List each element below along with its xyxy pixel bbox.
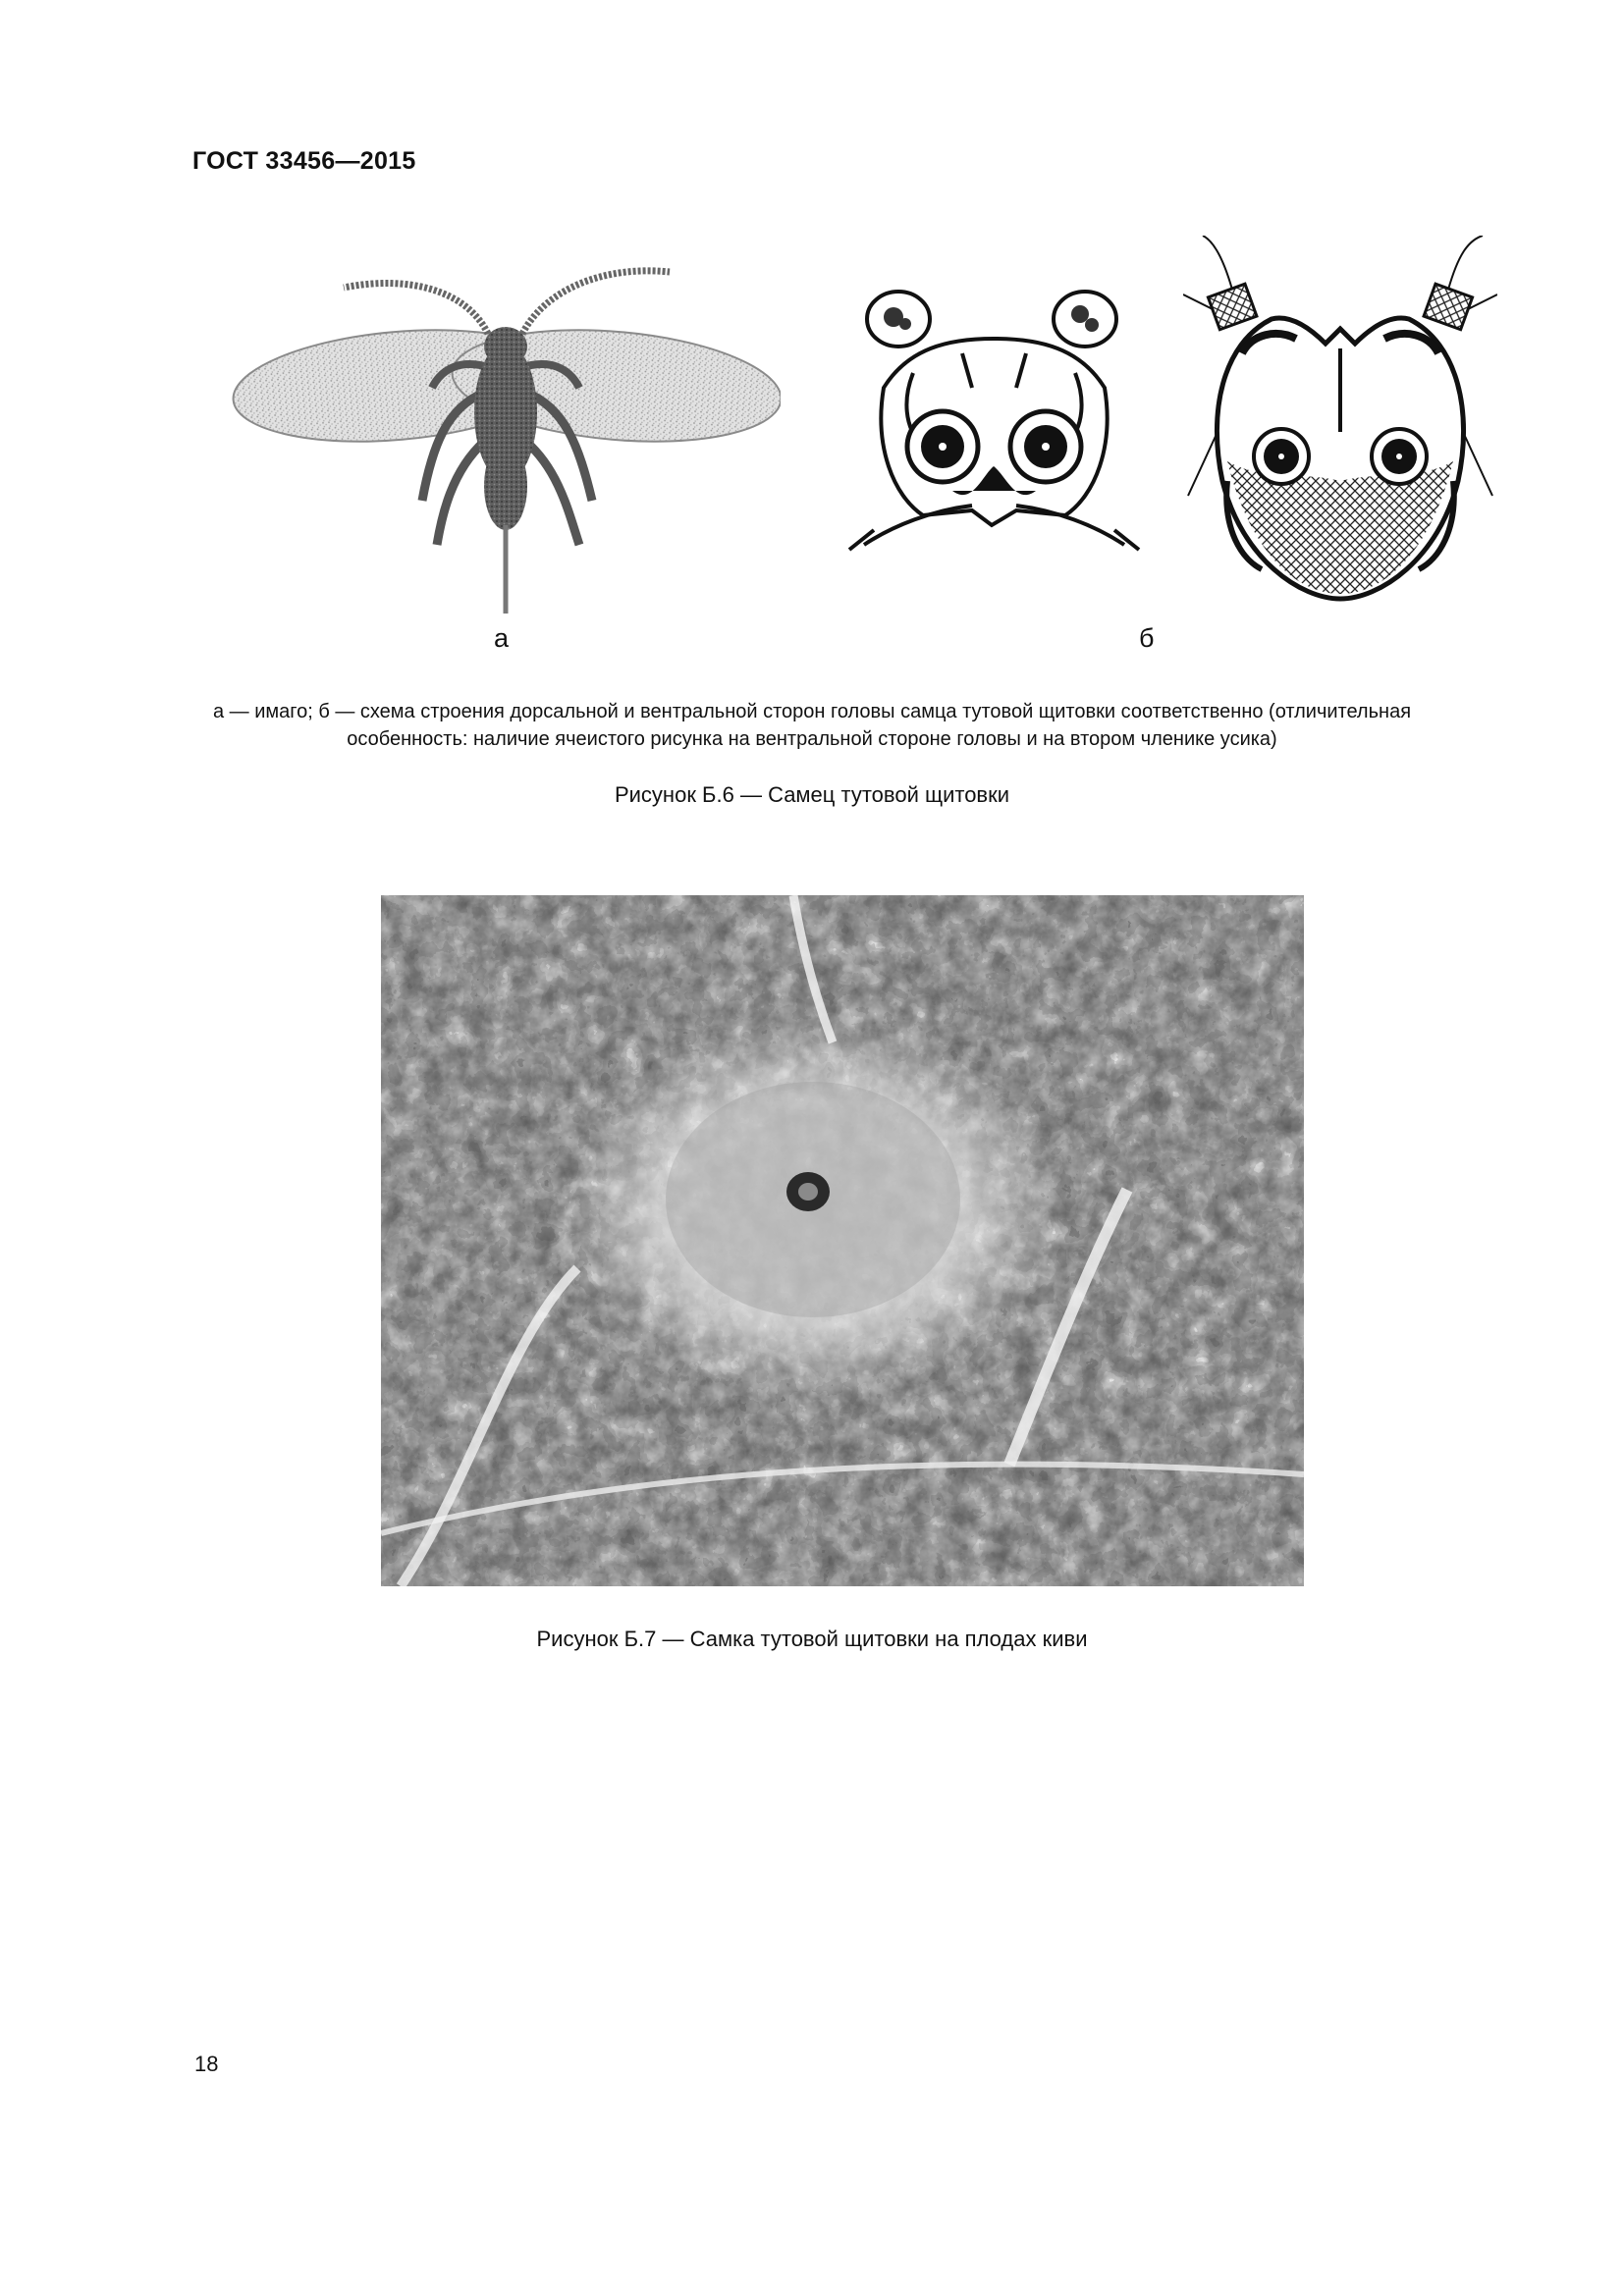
figure-b7-caption: Рисунок Б.7 — Самка тутовой щитовки на плодах киви [536,1627,1088,1651]
figure-label-b: б [1139,623,1155,653]
page-number: 18 [194,2052,219,2076]
document-header: ГОСТ 33456—2015 [192,147,416,175]
female-scale-on-kiwi-photo [381,895,1304,1586]
insect-imago-illustration [231,221,781,614]
figure-b6-note: а — имаго; б — схема строения дорсальной и вентральной сторон головы самца тутовой щитовки соответственно (отличительная особенность: наличие ячеистого рисунка на вентральной стороне головы и на втором членике усика) [212,701,1412,750]
figure-label-a: а [494,623,510,653]
figure-b6-caption: Рисунок Б.6 — Самец тутовой щитовки [614,782,1010,807]
male-head-ventral-scheme [1183,236,1497,614]
male-head-dorsal-scheme [844,280,1144,574]
figure-b6 [0,221,1624,633]
